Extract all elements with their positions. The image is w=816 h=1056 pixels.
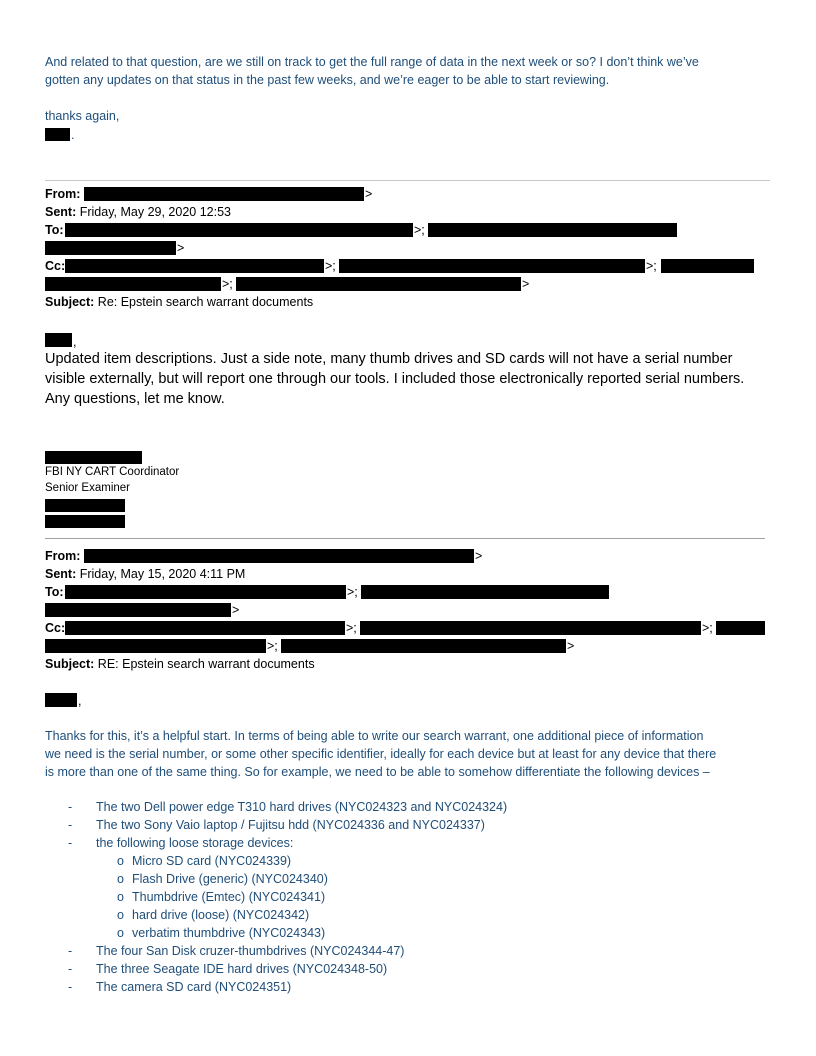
- punctuation: >;: [702, 621, 713, 635]
- list-dash: -: [68, 944, 73, 958]
- sent-row: [45, 565, 245, 583]
- sent-row: [45, 203, 231, 221]
- list-dash: -: [68, 980, 73, 994]
- redaction-block: [339, 259, 645, 273]
- to-label: To:: [45, 585, 64, 599]
- sent-label: Sent:: [45, 205, 77, 219]
- redaction-block: [45, 241, 176, 255]
- redaction-block: [361, 585, 609, 599]
- punctuation: .: [71, 128, 75, 142]
- list-dash: -: [68, 818, 73, 832]
- divider: [45, 180, 770, 181]
- paragraph-line: And related to that question, are we still on track to get the full range of data in the next week or so? I don’t think we’ve: [45, 55, 699, 69]
- sent-value: Friday, May 29, 2020 12:53: [79, 205, 231, 219]
- closing-line: thanks again,: [45, 109, 120, 123]
- sublist-bullet: o: [117, 872, 124, 886]
- punctuation: >: [522, 277, 530, 291]
- body-line: Any questions, let me know.: [45, 391, 225, 407]
- punctuation: >;: [646, 259, 657, 273]
- redaction-block: [716, 621, 765, 635]
- list-item: The three Seagate IDE hard drives (NYC024348-50): [96, 962, 388, 976]
- punctuation: ,: [78, 694, 82, 708]
- body-line: Updated item descriptions. Just a side note, many thumb drives and SD cards will not have a serial number: [45, 351, 733, 367]
- sent-value: Friday, May 15, 2020 4:11 PM: [79, 567, 246, 581]
- subject-label: Subject:: [45, 295, 95, 309]
- redaction-block: [428, 223, 677, 237]
- punctuation: ,: [73, 335, 77, 349]
- subject-value: RE: Epstein search warrant documents: [97, 657, 315, 671]
- punctuation: >: [475, 549, 483, 563]
- sublist-item: Thumbdrive (Emtec) (NYC024341): [132, 890, 326, 904]
- subject-label: Subject:: [45, 657, 95, 671]
- from-row: [45, 547, 80, 565]
- redaction-block: [45, 128, 70, 141]
- subject-row: [45, 655, 315, 673]
- redaction-block: [45, 639, 266, 653]
- body-line: we need is the serial number, or some other specific identifier, ideally for each device but at least for any device that there: [45, 747, 717, 761]
- list-item: The two Dell power edge T310 hard drives (NYC024323 and NYC024324): [96, 800, 508, 814]
- redaction-block: [65, 223, 413, 237]
- body-line: visible externally, but will report one through our tools. I included those electronically reported serial numbers.: [45, 371, 745, 387]
- punctuation: >: [567, 639, 575, 653]
- redaction-block: [360, 621, 701, 635]
- list-dash: -: [68, 800, 73, 814]
- cc-label: Cc:: [45, 259, 66, 273]
- cc-row: [45, 257, 65, 275]
- redaction-block: [45, 277, 221, 291]
- punctuation: >: [232, 603, 240, 617]
- to-row: [45, 583, 64, 601]
- redaction-block: [45, 515, 125, 528]
- list-dash: -: [68, 836, 73, 850]
- list-dash: -: [68, 962, 73, 976]
- sublist-bullet: o: [117, 908, 124, 922]
- to-label: To:: [45, 223, 64, 237]
- cc-row: [45, 619, 65, 637]
- sublist-bullet: o: [117, 890, 124, 904]
- body-line: Thanks for this, it’s a helpful start. In terms of being able to write our search warrant, one additional piece of information: [45, 729, 704, 743]
- redaction-block: [236, 277, 521, 291]
- from-row: [45, 185, 80, 203]
- redaction-block: [45, 333, 72, 347]
- list-item: The two Sony Vaio laptop / Fujitsu hdd (NYC024336 and NYC024337): [96, 818, 485, 832]
- redaction-block: [45, 451, 142, 464]
- signature-role: Senior Examiner: [45, 482, 131, 494]
- redaction-block: [45, 499, 125, 512]
- sublist-item: Micro SD card (NYC024339): [132, 854, 292, 868]
- signature-title: FBI NY CART Coordinator: [45, 466, 180, 478]
- sublist-item: hard drive (loose) (NYC024342): [132, 908, 310, 922]
- redaction-block: [84, 549, 474, 563]
- list-item: The four San Disk cruzer-thumbdrives (NYC024344-47): [96, 944, 405, 958]
- redaction-block: [661, 259, 754, 273]
- cc-label: Cc:: [45, 621, 66, 635]
- divider: [45, 538, 765, 539]
- redaction-block: [65, 585, 346, 599]
- punctuation: >;: [347, 585, 358, 599]
- list-item: the following loose storage devices:: [96, 836, 294, 850]
- sublist-bullet: o: [117, 926, 124, 940]
- punctuation: >: [365, 187, 373, 201]
- punctuation: >;: [414, 223, 425, 237]
- sent-label: Sent:: [45, 567, 77, 581]
- list-item: The camera SD card (NYC024351): [96, 980, 292, 994]
- to-row: [45, 221, 64, 239]
- redaction-block: [45, 603, 231, 617]
- subject-value: Re: Epstein search warrant documents: [97, 295, 314, 309]
- from-label: From:: [45, 549, 81, 563]
- punctuation: >;: [325, 259, 336, 273]
- redaction-block: [45, 693, 77, 707]
- punctuation: >;: [346, 621, 357, 635]
- paragraph-line: gotten any updates on that status in the past few weeks, and we’re eager to be able to start reviewing.: [45, 73, 610, 87]
- subject-row: [45, 293, 313, 311]
- redaction-block: [281, 639, 566, 653]
- punctuation: >;: [267, 639, 278, 653]
- punctuation: >: [177, 241, 185, 255]
- body-line: is more than one of the same thing. So for example, we need to be able to somehow differentiate the following devices –: [45, 765, 710, 779]
- redaction-block: [65, 621, 345, 635]
- sublist-item: verbatim thumbdrive (NYC024343): [132, 926, 326, 940]
- sublist-item: Flash Drive (generic) (NYC024340): [132, 872, 328, 886]
- punctuation: >;: [222, 277, 233, 291]
- redaction-block: [65, 259, 324, 273]
- sublist-bullet: o: [117, 854, 124, 868]
- from-label: From:: [45, 187, 81, 201]
- redaction-block: [84, 187, 364, 201]
